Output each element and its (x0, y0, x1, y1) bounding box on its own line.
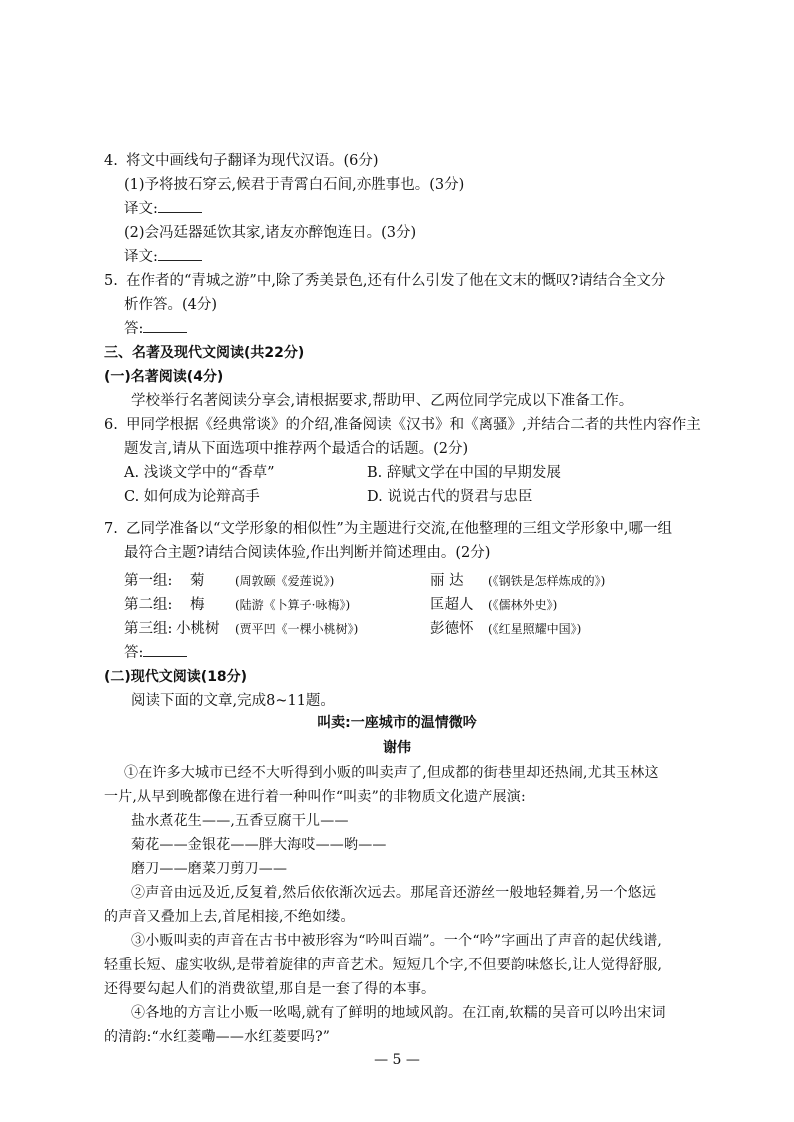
article-p1-line1: ①在许多大城市已经不大听得到小贩的叫卖声了,但成都的街巷里却还热闹,尤其玉林这 (124, 765, 659, 781)
article-call-2: 菊花——金银花——胖大海哎——哟—— (131, 837, 387, 853)
sub2-heading: (二)现代文阅读(18分) (104, 669, 248, 685)
q5-line-2: 析作答。(4分) (124, 297, 218, 313)
q4-sentence-1: (1)予将披石穿云,候君于青霄白石间,亦胜事也。(3分) (124, 177, 465, 193)
q5-answer: 答: (124, 318, 794, 340)
article-p4-line1: ④各地的方言让小贩一吆喝,就有了鲜明的地域风韵。在江南,软糯的吴音可以吟出宋词 (131, 1005, 666, 1021)
q7-line-2: 最符合主题?请结合阅读体验,作出判断并简述理由。(2分) (124, 545, 491, 561)
q6-line-1: 6. 甲同学根据《经典常谈》的介绍,准备阅读《汉书》和《离骚》,并结合二者的共性内容作主 (104, 417, 701, 433)
option-b[interactable]: B. 辞赋文学在中国的早期发展 (367, 465, 561, 481)
sub1-intro: 学校举行名著阅读分享会,请根据要求,帮助甲、乙两位同学完成以下准备工作。 (131, 393, 634, 409)
article-p4-line2: 的清韵:“水红菱嘞——水红菱要吗?” (104, 1029, 331, 1045)
q7-line-1: 7. 乙同学准备以“文学形象的相似性”为主题进行交流,在他整理的三组文学形象中,哪一组 (104, 521, 673, 537)
article-call-3: 磨刀——磨菜刀剪刀—— (131, 861, 288, 877)
q4-title: 4. 将文中画线句子翻译为现代汉语。(6分) (104, 153, 379, 169)
answer-blank[interactable] (158, 198, 202, 213)
q4-sentence-2: (2)会冯廷器延饮其家,诸友亦醉饱连日。(3分) (124, 225, 417, 241)
option-a[interactable]: A. 浅谈文学中的“香草” (124, 465, 275, 481)
q5-line-1: 5. 在作者的“青城之游”中,除了秀美景色,还有什么引发了他在文末的慨叹?请结合全文分 (104, 273, 666, 289)
article-p2-line2: 的声音又叠加上去,首尾相接,不绝如缕。 (104, 909, 355, 925)
option-d[interactable]: D. 说说古代的贤君与忠臣 (367, 489, 533, 505)
article-p3-line3: 还得要勾起人们的消费欲望,那自是一套了得的本事。 (104, 981, 436, 997)
article-p2-line1: ②声音由远及近,反复着,然后依依渐次远去。那尾音还游丝一般地轻舞着,另一个悠远 (131, 885, 657, 901)
article-p3-line1: ③小贩叫卖的声音在古书中被形容为“吟叫百端”。一个“吟”字画出了声音的起伏线谱, (131, 933, 663, 949)
article-title: 叫卖:一座城市的温情微吟 (317, 715, 477, 731)
sub2-intro: 阅读下面的文章,完成8~11题。 (131, 693, 335, 709)
sub1-heading: (一)名著阅读(4分) (104, 369, 224, 385)
article-p3-line2: 轻重长短、虚实收纵,是带着旋律的声音艺术。短短几个字,不但要韵味悠长,让人觉得舒服, (104, 957, 663, 973)
article-author: 谢伟 (383, 740, 411, 756)
article-p1-line2: 一片,从早到晚都像在进行着一种叫作“叫卖”的非物质文化遗产展演: (104, 789, 526, 805)
q6-line-2: 题发言,请从下面选项中推荐两个最适合的话题。(2分) (124, 441, 469, 457)
q4-answer-1: 译文: (124, 198, 794, 220)
answer-blank[interactable] (158, 246, 202, 261)
answer-blank[interactable] (143, 642, 187, 657)
exam-page: 4. 将文中画线句子翻译为现代汉语。(6分) (1)予将披石穿云,候君于青霄白石间,亦胜事也。(3分) 译文: (2)会冯廷器延饮其家,诸友亦醉饱连日。(3分) 译文: 5. 在作者的“青城之游”中,除了秀美景色,还有什么引发了他在文末的慨叹?请结合全文分 析作答。(4分) 答: 三、名著及现代文阅读(共22分) (一)名著阅读(4分) 学校举行名著阅读分享会,请根据要求,帮助甲、乙两位同学完成以下准备工作。 6. 甲同学根据《经典常谈》的介绍,准备阅读《汉书》和《离骚》,并结合二者的共性内容作主 题发言,请从下面选项中推荐两个最适合的话题。(2分) A. 浅谈文学中的“香草” B. 辞赋文学在中国的早期发展 C. 如何成为论辩高手 D. 说说古代的贤君与忠臣 7. 乙同学准备以“文学形象的相似性”为主题进行交流,在他整理的三组文学形象中,哪一组 最符合主题?请结合阅读体验,作出判断并简述理由。(2分) 第一组: 菊 (周敦颐《爱莲说》) 丽 达 (《钢铁是怎样炼成的》) 第二组: 梅 (陆游《卜算子·咏梅》) 匡超人 (《儒林外史》) 第三组: 小桃树 (贾平凹《一棵小桃树》) 彭德怀 (《红星照耀中国》) 答: (二)现代文阅读(18分) 阅读下面的文章,完成8~11题。 叫卖:一座城市的温情微吟 谢伟 ①在许多大城市已经不大听得到小贩的叫卖声了,但成都的街巷里却还热闹,尤其玉林这 一片,从早到晚都像在进行着一种叫作“叫卖”的非物质文化遗产展演: 盐水煮花生——,五香豆腐干儿—— 菊花——金银花——胖大海哎——哟—— 磨刀——磨菜刀剪刀—— ②声音由远及近,反复着,然后依依渐次远去。那尾音还游丝一般地轻舞着,另一个悠远 的声音又叠加上去,首尾相接,不绝如缕。 ③小贩叫卖的声音在古书中被形容为“吟叫百端”。一个“吟”字画出了声音的起伏线谱, 轻重长短、虚实收纵,是带着旋律的声音艺术。短短几个字,不但要韵味悠长,让人觉得舒服, 还得要勾起人们的消费欲望,那自是一套了得的本事。 ④各地的方言让小贩一吆喝,就有了鲜明的地域风韵。在江南,软糯的吴音可以吟出宋词 的清韵:“水红菱嘞——水红菱要吗?” — 5 — (0, 0, 794, 1122)
section-3-heading: 三、名著及现代文阅读(共22分) (104, 345, 305, 361)
q4-answer-2: 译文: (124, 246, 794, 268)
page-number: — 5 — (374, 1052, 420, 1068)
article-call-1: 盐水煮花生——,五香豆腐干儿—— (131, 813, 349, 829)
option-c[interactable]: C. 如何成为论辩高手 (124, 489, 260, 505)
answer-blank[interactable] (143, 318, 187, 333)
q7-answer: 答: (124, 642, 794, 664)
